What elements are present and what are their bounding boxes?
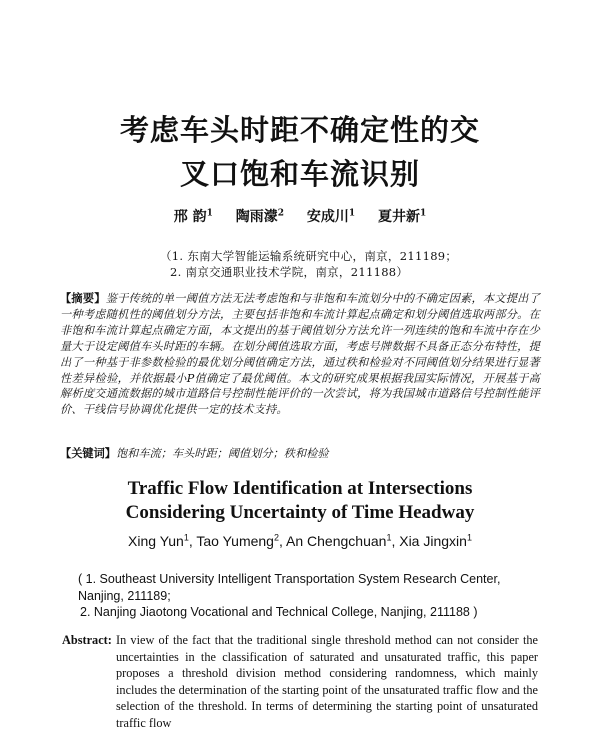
cn-author: 安成川$^1$ [306, 208, 356, 225]
en-abstract-label: Abstract: [62, 633, 112, 647]
cn-affiliation-1: （1. 东南大学智能运输系统研究中心，南京，211189； [160, 249, 458, 263]
chinese-keywords [60, 445, 540, 461]
cn-abstract-text: 鉴于传统的单一阈值方法无法考虑饱和与非饱和车流划分中的不确定因素，本文提出了一种考虑随机性的阈值划分方法，主要包括非饱和车流计算起点确定和划分阈值选取两部分。在非饱和车流计算起点确定方面，本文提出的基于阈值划分方法允许一列连续的饱和车流中存在少量大于设定阈值车头时距的车辆。在划分阈值选取方面，考虑号牌数据不具备正态分布特性，提出了一种基于非参数检验的最优划分阈值确定方法，通过秩和检验对不同阈值划分结果进行显著性差异检验，并依据最小P值确定了最优阈值。本文的研究成果根据我国实际情况，开展基于高解析度交通流数据的城市道路信号控制性能评价的一次尝试，将为我国城市道路信号控制性能评价、干线信号协调优化提供一定的技术支持。 [60, 292, 540, 417]
cn-author: 夏井新$^1$ [378, 208, 427, 225]
english-abstract [62, 632, 538, 732]
en-author: An Chengchuan$^1$, [286, 532, 396, 549]
en-affiliation-2: 2. Nanjing Jiaotong Vocational and Technical College, Nanjing, 211188 ) [80, 605, 478, 619]
chinese-abstract [60, 291, 540, 418]
cn-author: 邢 韵$^1$ [173, 208, 213, 225]
english-authors [0, 533, 600, 549]
cn-keywords-text: 饱和车流；车头时距；阈值划分；秩和检验 [115, 447, 329, 460]
en-author: Tao Yumeng$^2$, [196, 532, 283, 549]
cn-keywords-label: 【关键词】 [60, 446, 116, 460]
chinese-title-line-1: 考虑车头时距不确定性的交 [119, 113, 480, 147]
chinese-authors [0, 206, 600, 226]
en-author: Xing Yun$^1$, [128, 532, 193, 549]
en-author: Xia Jingxin$^1$ [399, 532, 472, 549]
cn-abstract-label: 【摘要】 [60, 291, 106, 305]
en-affiliation-1: ( 1. Southeast University Intelligent Transportation System Research Center, Nanjing, 211189; [78, 572, 501, 603]
cn-affiliation-2: 2. 南京交通职业技术学院，南京，211188） [170, 265, 409, 279]
english-title-line-2: Considering Uncertainty of Time Headway [125, 502, 475, 523]
chinese-title-line-2: 叉口饱和车流识别 [179, 157, 420, 191]
english-title-line-1: Traffic Flow Identification at Intersections [127, 478, 473, 499]
cn-author: 陶雨濛$^2$ [235, 208, 284, 225]
en-abstract-text: In view of the fact that the traditional single threshold method can not consider the uncertainties in the classification of saturated and unsaturated traffic, this paper proposes a threshold division method considering randomness, which mainly includes the determination of the starting point of the unsaturated traffic flow and the selection of the threshold. In terms of determining the starting point of unsaturated traffic flow [116, 633, 538, 730]
